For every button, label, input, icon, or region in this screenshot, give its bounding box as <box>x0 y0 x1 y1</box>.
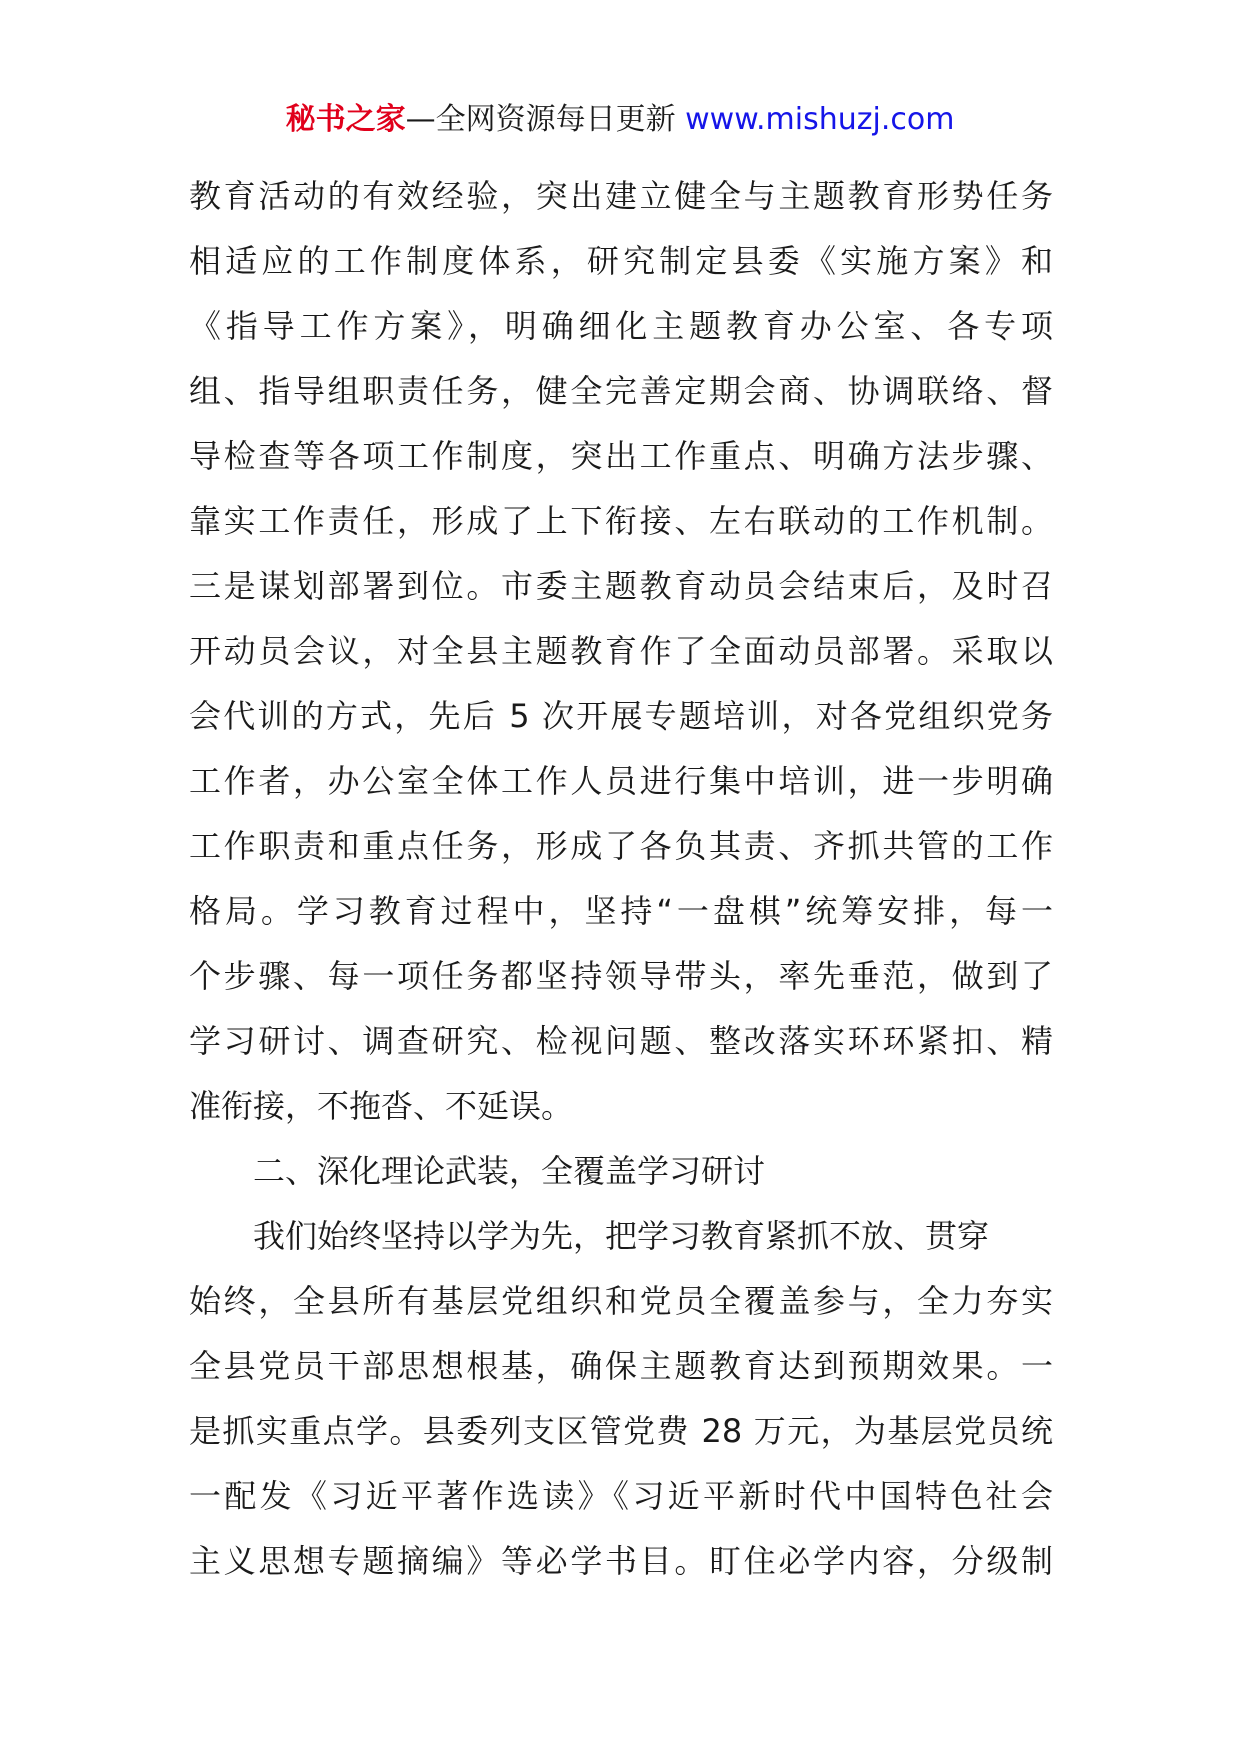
page-header <box>0 100 1240 140</box>
text-line: 是抓实重点学。县委列支区管党费 28 万元，为基层党员统 <box>189 1412 1053 1450</box>
text-line: 学习研讨、调查研究、检视问题、整改落实环环紧扣、精 <box>189 1022 1053 1060</box>
text-line: 导检查等各项工作制度，突出工作重点、明确方法步骤、 <box>189 437 1053 475</box>
text-line: 工作职责和重点任务，形成了各负其责、齐抓共管的工作 <box>189 827 1053 865</box>
header-tagline: —全网资源每日更新 <box>405 102 676 137</box>
brand-name: 秘书之家 <box>285 102 406 137</box>
text-line: 会代训的方式，先后 5 次开展专题培训，对各党组织党务 <box>189 697 1053 735</box>
text-line: 三是谋划部署到位。市委主题教育动员会结束后，及时召 <box>189 567 1053 605</box>
text-line: 全县党员干部思想根基，确保主题教育达到预期效果。一 <box>189 1347 1053 1385</box>
text-line: 个步骤、每一项任务都坚持领导带头，率先垂范，做到了 <box>189 957 1053 995</box>
text-line: 工作者，办公室全体工作人员进行集中培训，进一步明确 <box>189 762 1053 800</box>
text-line: 主义思想专题摘编》等必学书目。盯住必学内容，分级制 <box>189 1542 1053 1580</box>
text-line: 组、指导组职责任务，健全完善定期会商、协调联络、督 <box>189 372 1053 410</box>
text-line: 一配发《习近平著作选读》《习近平新时代中国特色社会 <box>189 1477 1053 1515</box>
text-line: 我们始终坚持以学为先，把学习教育紧抓不放、贯穿 <box>253 1217 990 1255</box>
text-line: 格局。学习教育过程中，坚持“一盘棋”统筹安排，每一 <box>189 892 1053 930</box>
text-line: 教育活动的有效经验，突出建立健全与主题教育形势任务 <box>189 177 1053 215</box>
text-line: 始终，全县所有基层党组织和党员全覆盖参与，全力夯实 <box>189 1282 1053 1320</box>
text-line: 相适应的工作制度体系，研究制定县委《实施方案》和 <box>189 242 1053 280</box>
site-url-link[interactable]: www.mishuzj.com <box>685 102 955 137</box>
document-body <box>189 164 1053 1594</box>
section-heading: 二、深化理论武装，全覆盖学习研讨 <box>253 1152 766 1190</box>
text-line: 开动员会议，对全县主题教育作了全面动员部署。采取以 <box>189 632 1053 670</box>
text-line: 靠实工作责任，形成了上下衔接、左右联动的工作机制。 <box>189 502 1053 540</box>
text-line: 准衔接，不拖沓、不延误。 <box>189 1087 574 1125</box>
text-line: 《指导工作方案》，明确细化主题教育办公室、各专项 <box>189 307 1053 345</box>
